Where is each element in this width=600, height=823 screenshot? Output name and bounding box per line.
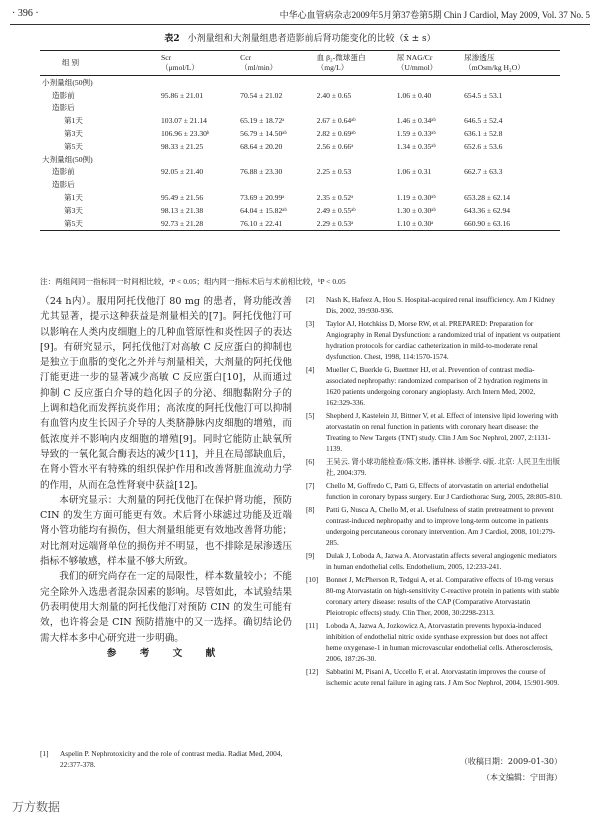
table-cell — [395, 102, 462, 115]
reference-item — [306, 318, 562, 362]
table-cell: 1.59 ± 0.33ᵃᵇ — [396, 129, 436, 139]
table-cell: 70.54 ± 21.02 — [240, 90, 283, 100]
table-cell: 643.36 ± 62.94 — [464, 205, 511, 215]
table-cell: 1.34 ± 0.35ᵃᵇ — [396, 141, 436, 151]
table-cell: 56.79 ± 14.50ᵃᵇ — [240, 129, 287, 139]
table-cell: 1.30 ± 0.30ᵃᵇ — [396, 205, 436, 215]
reference-item — [306, 620, 562, 664]
body-paragraph: 我们的研究尚存在一定的局限性，样本数量较小；不能完全除外入选患者混杂因素的影响。尽管如此，本试验结果仍表明使用大剂量的阿托伐他汀对预防 CIN 的发生可能有效，也许将会是 CIN 预防措施中的又一选择。确切结论仍需大样本多中心研究进一步明确。 — [40, 571, 292, 644]
reference-item — [306, 480, 562, 502]
table-cell: 98.33 ± 21.25 — [161, 141, 204, 151]
table-cell: 95.86 ± 21.01 — [161, 90, 204, 100]
table-caption — [0, 31, 600, 44]
references-right — [306, 294, 562, 690]
table-cell: 2.40 ± 0.65 — [316, 90, 352, 100]
table-row — [40, 166, 560, 179]
table-cell — [315, 102, 395, 115]
column-header — [462, 51, 560, 76]
column-header — [238, 51, 315, 76]
reference-number: [4] — [306, 365, 315, 374]
column-name: Scr — [161, 53, 172, 62]
reference-number: [12] — [306, 667, 319, 676]
table-cell: 98.13 ± 21.38 — [161, 205, 204, 215]
reference-item — [306, 364, 562, 408]
row-label: 第5天 — [64, 141, 83, 151]
reference-item — [306, 574, 562, 618]
column-unit: （mOsm/kg H₂O） — [464, 63, 525, 72]
watermark: 万方数据 — [12, 800, 61, 814]
table-cell: 1.46 ± 0.34ᵃᵇ — [396, 116, 436, 126]
column-unit: （ml/min） — [240, 63, 278, 72]
table-cell: 646.5 ± 52.4 — [464, 116, 503, 126]
editor-credit: （本文编辑：宁田海） — [482, 773, 562, 782]
table-cell — [159, 153, 238, 166]
table-cell — [462, 76, 560, 89]
table-cell: 65.19 ± 18.72ᵃ — [240, 116, 285, 126]
reference-number: [6] — [306, 457, 315, 466]
data-table — [40, 50, 560, 231]
reference-number: [9] — [306, 551, 315, 560]
reference-text: Bonnet J, McPherson R, Tedgui A, et al. Comparative effects of 10-mg versus 80-mg Atorvastatin on high-sensitivity C-reactive protein in patients with stable coronary artery disease: results of the CAP (Comparative Atorvastatin Pleiotropic effects) study. Clin Ther, 2008, 30:2298-2313. — [326, 575, 560, 617]
table-cell — [395, 76, 462, 89]
table-title: 小剂量组和大剂量组患者造影前后肾功能变化的比较（x̄ ± s） — [187, 34, 436, 44]
column-name: 组 别 — [62, 58, 80, 67]
reference-number: [11] — [306, 621, 318, 630]
column-header — [395, 51, 462, 76]
table-cell — [462, 102, 560, 115]
table-header-row — [40, 51, 560, 76]
reference-number: [2] — [306, 295, 315, 304]
column-name: Ccr — [240, 53, 252, 62]
table-cell — [159, 102, 238, 115]
table-cell: 652.6 ± 53.6 — [464, 141, 503, 151]
reference-text: Sabbatini M, Pisani A, Uccello F, et al. Atorvastatin improves the course of ischemic acute renal failure in aging rats. J Am Soc Nephrol, 2004, 15:901-909. — [326, 667, 560, 687]
reference-item — [306, 504, 562, 548]
table-cell — [462, 178, 560, 191]
table-cell: 2.35 ± 0.52ᵃ — [316, 193, 354, 203]
table-cell: 92.05 ± 21.40 — [161, 167, 204, 177]
table-cell: 636.1 ± 52.8 — [464, 129, 503, 139]
table-row — [40, 76, 560, 89]
row-label: 第1天 — [64, 116, 83, 126]
reference-text: Shepherd J, Kastelein JJ, Bittner V, et al. Effect of intensive lipid lowering with atorvastatin on renal function in patients with coronary heart disease: the Treating to New Targets (TNT) study. Clin J Am Soc Nephrol, 2007, 2:1131-1139. — [326, 411, 559, 453]
table-cell: 76.10 ± 22.41 — [238, 217, 315, 230]
table-cell: 73.69 ± 20.99ᵃ — [240, 193, 285, 203]
table-cell — [159, 178, 238, 191]
column-header — [40, 51, 159, 76]
reference-number: [10] — [306, 575, 319, 584]
table-row — [40, 178, 560, 191]
table-cell: 1.19 ± 0.30ᵃᵇ — [396, 193, 436, 203]
table-cell: 653.28 ± 62.14 — [464, 193, 511, 203]
table-row — [40, 140, 560, 153]
table-cell: 2.29 ± 0.53ᵃ — [315, 217, 395, 230]
table-cell: 64.04 ± 15.82ᵃᵇ — [240, 205, 287, 215]
column-unit: （U/mmol） — [396, 63, 438, 72]
reference-number: [3] — [306, 319, 315, 328]
reference-item — [306, 410, 562, 454]
reference-text: Mueller C, Buerkle G, Buettner HJ, et al. Prevention of contrast media-associated nephropathy: randomized comparison of 2 hydration regimens in 1620 patients undergoing coronary angioplasty. Arch Intern Med, 2002, 162:329-336. — [326, 365, 548, 407]
row-label: 造影前 — [52, 90, 75, 100]
reference-item — [306, 666, 562, 688]
table-cell: 103.07 ± 21.14 — [161, 116, 207, 126]
references-heading: 参 考 文 献 — [106, 647, 226, 659]
table-cell — [238, 102, 315, 115]
reference-text: Dulak J, Loboda A, Jazwa A. Atorvastatin affects several angiogenic mediators in human endothelial cells. Endothelium, 2005, 12:233-241. — [326, 551, 557, 571]
column-name: 尿 NAG/Cr — [396, 53, 433, 62]
body-paragraph: （24 h内）。服用阿托伐他汀 80 mg 的患者，肾功能改善尤其显著，提示这种获益是剂量相关的[7]。阿托伐他汀可以影响在人类内皮细胞上的几种血管原性和炎性因子的表达[9]。有研究显示，阿托伐他汀对高敏 C 反应蛋白的抑制也是独立于血脂的变化之外并与剂量相关，大剂量的阿托伐他汀能更进一步的显著减少高敏 C 反应蛋白[10]，从而通过抑制 C 反应蛋白介导的趋化因子的分泌、细胞黏附分子的上调和趋化而发挥抗炎作用；高浓度的阿托伐他汀可以抑制有血管内皮生长因子介导的人类脐静脉内皮细胞的增殖，而低浓度并不影响内皮细胞的增殖[9]。同时它能防止缺氧所导致的一氧化氮合酶表达的减少[11]，并且在局部缺血后，在肾小管水平有特殊的组织保护作用和改善肾脏血流动力学的作用，从而在急性肾衰中获益[12]。 — [40, 296, 292, 491]
table-row — [40, 127, 560, 140]
column-name: 尿渗透压 — [464, 53, 495, 62]
table-cell: 2.56 ± 0.66ᵃ — [316, 141, 354, 151]
table-cell — [395, 178, 462, 191]
table-note: 注：两组间同一指标同一时间相比较，ᵃP < 0.05；组内同一指标术后与术前相比较，ᵇP < 0.05 — [40, 277, 346, 286]
column-name: 血 β₂-微球蛋白 — [316, 53, 366, 62]
reference-number: [5] — [306, 411, 315, 420]
table-row — [40, 191, 560, 204]
table-cell: 2.49 ± 0.55ᵃᵇ — [316, 205, 356, 215]
table-cell — [395, 153, 462, 166]
row-label: 造影后 — [52, 103, 75, 113]
row-label: 造影后 — [52, 180, 75, 190]
row-label: 造影前 — [52, 167, 75, 177]
table-row — [40, 102, 560, 115]
table-cell: 660.90 ± 63.16 — [462, 217, 560, 230]
reference-item — [40, 748, 292, 770]
column-header — [315, 51, 395, 76]
table-cell: 1.06 ± 0.31 — [396, 167, 432, 177]
reference-text: 王吴云. 肾小球功能检查//陈文彬, 潘祥林. 诊断学. 6版. 北京: 人民卫生出版社, 2004:379. — [326, 457, 561, 477]
body-paragraph: 本研究显示：大剂量的阿托伐他汀在保护肾功能，预防 CIN 的发生方面可能更有效。术后肾小球滤过功能及近端肾小管功能均有损伤，但大剂量组能更有效地改善肾功能；对比剂对远端肾单位的损伤并不明显，也不排除是尿渗透压指标不够敏感，样本量不够大所致。 — [40, 494, 292, 568]
row-label: 第5天 — [40, 217, 159, 230]
table-cell — [315, 153, 395, 166]
row-label: 小剂量组(50例) — [42, 77, 93, 87]
row-label: 第3天 — [64, 129, 83, 139]
reference-text: Chello M, Goffredo C, Patti G, Effects of atorvastatin on arterial endothelial function in coronary bypass surgery. Eur J Cardiothorac Surg, 2005, 28:805-810. — [326, 481, 562, 501]
reference-number: [1] — [40, 749, 49, 758]
references-left — [40, 748, 292, 772]
reference-item — [306, 294, 562, 316]
table-cell: 95.49 ± 21.56 — [161, 193, 204, 203]
reference-number: [7] — [306, 481, 315, 490]
table-cell: 68.64 ± 20.20 — [240, 141, 283, 151]
table-cell — [238, 178, 315, 191]
reference-text: Aspelin P. Nephrotoxicity and the role of contrast media. Radiat Med, 2004, 22:377-378. — [60, 749, 283, 769]
table-cell: 2.82 ± 0.69ᵃᵇ — [316, 129, 356, 139]
table-row — [40, 153, 560, 166]
table-cell: 76.88 ± 23.30 — [240, 167, 283, 177]
table-row — [40, 89, 560, 102]
table-cell: 92.73 ± 21.28 — [159, 217, 238, 230]
reference-item — [306, 456, 562, 478]
table-row — [40, 204, 560, 217]
table-cell: 662.7 ± 63.3 — [464, 167, 503, 177]
table-cell: 1.06 ± 0.40 — [396, 90, 432, 100]
table-cell: 2.25 ± 0.53 — [316, 167, 352, 177]
table-cell: 654.5 ± 53.1 — [464, 90, 503, 100]
table-body — [40, 76, 560, 231]
table-cell: 1.10 ± 0.30ᵃ — [395, 217, 462, 230]
received-date: （收稿日期：2009-01-30） — [459, 757, 562, 766]
page-number: · 396 · — [12, 8, 39, 19]
running-header: 中华心血管病杂志2009年5月第37卷第5期 Chin J Cardiol, May 2009, Vol. 37 No. 5 — [279, 10, 590, 20]
table-label: 表2 — [164, 34, 180, 44]
left-column-text — [40, 294, 292, 661]
reference-text: Loboda A, Jazwa A, Jozkowicz A, Atorvastatin prevents hypoxia-induced inhibition of endothelial nitric oxide synthase expression but does not affect heme oxygenase-1 in human microvascular endothelial cells. Atherosclerosis, 2006, 187:26-30. — [326, 621, 553, 663]
reference-number: [8] — [306, 505, 315, 514]
header-rule — [10, 24, 590, 25]
reference-text: Taylor AJ, Hotchkiss D, Morse RW, et al. PREPARED: Preparation for Angiography in Renal Dysfunction: a randomized trial of inpatient vs outpatient hydration protocols for cardiac catheterization in mild-to-moderate renal dysfunction. Chest, 1998, 114:1570-1574. — [326, 319, 561, 361]
reference-text: Patti G, Nusca A, Chello M, et al. Usefulness of statin pretreatment to prevent contrast-induced nephropathy and to improve long-term outcome in patients undergoing percutaneous coronary intervention. Am J Cardiol, 2008, 101:279-285. — [326, 505, 556, 547]
table-cell: 2.67 ± 0.64ᵃᵇ — [316, 116, 356, 126]
column-unit: （mg/L） — [316, 63, 349, 72]
row-label: 大剂量组(50例) — [42, 154, 93, 164]
column-header — [159, 51, 238, 76]
reference-text: Nash K, Hafeez A, Hou S. Hospital-acquired renal insufficiency. Am J Kidney Dis, 2002, 39:930-936. — [326, 295, 555, 315]
table-cell — [238, 153, 315, 166]
table-cell: 106.96 ± 23.30ᵇ — [161, 129, 210, 139]
reference-item — [306, 550, 562, 572]
column-unit: （μmol/L） — [161, 63, 199, 72]
row-label: 第1天 — [64, 193, 83, 203]
table-cell — [315, 178, 395, 191]
table-cell — [238, 76, 315, 89]
table-cell — [315, 76, 395, 89]
table-cell — [159, 76, 238, 89]
table-row — [40, 217, 560, 230]
table-cell — [462, 153, 560, 166]
table-row — [40, 114, 560, 127]
row-label: 第3天 — [64, 205, 83, 215]
